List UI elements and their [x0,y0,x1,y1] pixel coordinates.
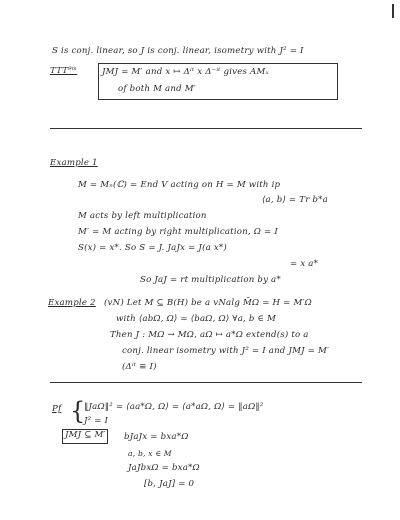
proof-label: Pf [52,404,62,414]
proof-brace: { [70,397,86,425]
example2-heading: Example 2 [48,298,96,308]
proof-brace-line-1: ‖JaΩ‖² = ⟨aa*Ω, Ω⟩ = ⟨a*aΩ, Ω⟩ = ‖aΩ‖² [84,402,264,412]
example1-heading: Example 1 [50,158,98,168]
proof-line-2: a, b, x ∈ M [128,449,172,458]
example2-line-5: (Δⁱᵗ ≡ I) [122,362,157,372]
example2-line-2: with ⟨abΩ, Ω⟩ = ⟨baΩ, Ω⟩ ∀a, b ∈ M [116,314,277,324]
example1-line-5: S(x) = x*. So S = J. JaJx = J(a x*) [78,243,227,253]
example2-line-1: (vN) Let M ⊆ B(H) be a vNalg M̄Ω = H = M′Ω [104,298,312,308]
intro-line: S is conj. linear, so J is conj. linear, isometry with J² = I [52,46,304,56]
proof-line-1: bJaJx = bxa*Ω [124,432,189,442]
example1-line-4: M′ = M acting by right multiplication, Ω = I [78,227,278,237]
example1-line-7: So JaJ = rt multiplication by a* [140,275,281,285]
example1-line-3: M acts by left multiplication [78,211,207,221]
margin-mark [392,4,394,18]
example1-line-2: ⟨a, b⟩ = Tr b*a [262,195,328,205]
example2-line-4: conj. linear isometry with J² = I and JMJ = M′ [122,346,330,356]
theorem-line-2: of both M and M′ [118,84,196,94]
theorem-label: TTT⁹ᵐ [50,66,78,76]
divider-2 [50,382,362,383]
inclusion-text: JMJ ⊆ M′ [65,430,106,440]
example2-line-3: Then J : MΩ → MΩ, aΩ ↦ a*Ω extend(s) to a [110,330,309,340]
theorem-line-1: JMJ = M′ and x ↦ Δⁱᵗ x Δ⁻ⁱᵗ gives AMₓ [102,67,269,77]
proof-line-3: JaJbxΩ = bxa*Ω [128,463,200,473]
divider-1 [50,128,362,129]
proof-line-4: [b, JaJ] = 0 [144,479,195,489]
example1-line-6: = x a* [290,259,319,269]
example1-line-1: M = Mₙ(ℂ) = End V acting on H = M with ip [78,180,281,190]
proof-brace-line-2: J² = I [84,416,109,426]
